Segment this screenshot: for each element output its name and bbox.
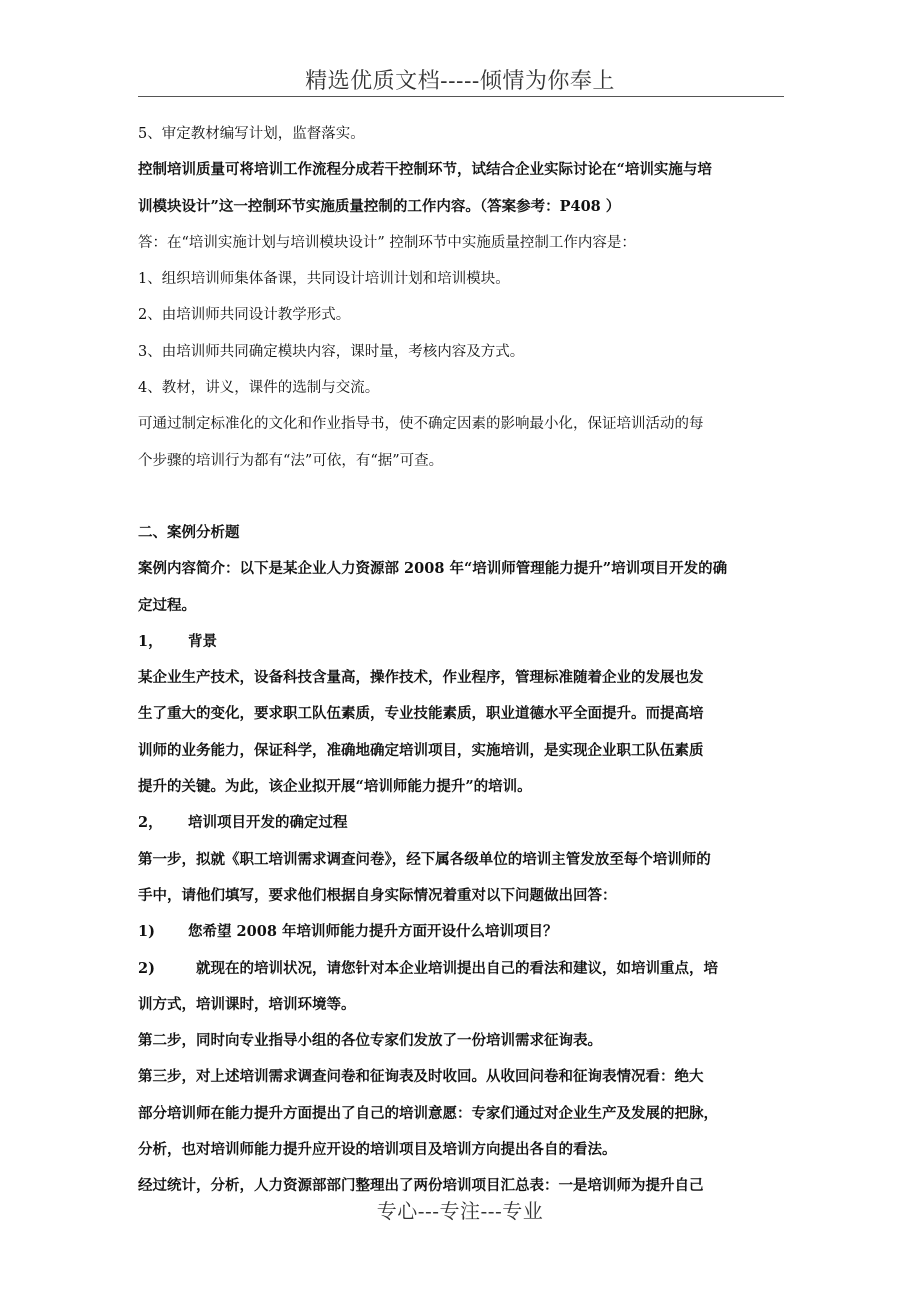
question-number: 1): [138, 923, 155, 941]
step3-line-2: 部分培训师在能力提升方面提出了自己的培训意愿：专家们通过对企业生产及发展的把脉，: [138, 1104, 718, 1122]
step1-line-1: 第一步，拟就《职工培训需求调查问卷》，经下属各级单位的培训主管发放至每个培训师的: [138, 850, 711, 868]
item-5: 5、审定教材编写计划，监督落实。: [138, 126, 365, 142]
step3-line-1: 第三步，对上述培训需求调查问卷和征询表及时收回。从收回问卷和征询表情况看：绝大: [138, 1068, 704, 1086]
case-intro-line-2: 定过程。: [138, 596, 196, 614]
answer-item-3: 3、由培训师共同确定模块内容，课时量，考核内容及方式。: [138, 343, 525, 360]
subheading-background: [138, 624, 784, 660]
section-spacer: [138, 479, 784, 515]
conclusion-line-1: 可通过制定标准化的文化和作业指导书，使不确定因素的影响最小化，保证培训活动的每: [138, 416, 704, 433]
question-text: 就现在的培训状况，请您针对本企业培训提出自己的看法和建议，如培训重点，培: [196, 959, 718, 977]
page-footer: 专心---专注---专业: [376, 1199, 544, 1223]
question-text: 您希望 2008 年培训师能力提升方面开设什么培训项目？: [188, 923, 558, 941]
subheading-number: 1，: [138, 632, 163, 650]
answer-item-2: 2、由培训师共同设计教学形式。: [138, 307, 351, 324]
answer-intro: 答：在“培训实施计划与培训模块设计” 控制环节中实施质量控制工作内容是：: [138, 234, 636, 251]
page-header-title: 精选优质文档-----倾情为你奉上: [305, 69, 615, 94]
step1-line-2: 手中，请他们填写，要求他们根据自身实际情况着重对以下问题做出回答：: [138, 886, 617, 904]
section-heading-case-analysis: 二、案例分析题: [138, 523, 240, 541]
step2-line: 第二步，同时向专业指导小组的各位专家们发放了一份培训需求征询表。: [138, 1032, 602, 1050]
document-body: [138, 116, 784, 1205]
subheading-process: [138, 805, 784, 841]
question-2: [138, 951, 784, 987]
case-intro-line-1: 案例内容简介：以下是某企业人力资源部 2008 年“培训师管理能力提升”培训项目开发的确: [138, 560, 728, 578]
background-line-3: 训师的业务能力，保证科学，准确地确定培训项目，实施培训，是实现企业职工队伍素质: [138, 741, 704, 759]
step3-line-3: 分析，也对培训师能力提升应开设的培训项目及培训方向提出各自的看法。: [138, 1141, 617, 1159]
question-number: 2): [138, 959, 155, 977]
header-divider: [138, 96, 784, 97]
question-line-1: 控制培训质量可将培训工作流程分成若干控制环节，试结合企业实际讨论在“培训实施与培: [138, 161, 712, 179]
question-2-continued: 训方式，培训课时，培训环境等。: [138, 995, 356, 1013]
question-1: [138, 914, 784, 950]
background-line-2: 生了重大的变化，要求职工队伍素质，专业技能素质，职业道德水平全面提升。而提高培: [138, 705, 704, 723]
subheading-number: 2，: [138, 814, 163, 832]
question-line-2: 训模块设计”这一控制环节实施质量控制的工作内容。（答案参考：P408 ）: [138, 197, 621, 215]
subheading-label: 培训项目开发的确定过程: [188, 814, 348, 832]
summary-line: 经过统计，分析，人力资源部部门整理出了两份培训项目汇总表：一是培训师为提升自己: [138, 1177, 704, 1195]
background-line-1: 某企业生产技术，设备科技含量高，操作技术，作业程序，管理标准随着企业的发展也发: [138, 669, 704, 687]
conclusion-line-2: 个步骤的培训行为都有“法”可依，有“据”可查。: [138, 452, 444, 469]
background-line-4: 提升的关键。为此，该企业拟开展“培训师能力提升”的培训。: [138, 778, 532, 796]
subheading-label: 背景: [188, 632, 217, 650]
answer-item-1: 1、组织培训师集体备课，共同设计培训计划和培训模块。: [138, 271, 510, 288]
answer-item-4: 4、教材，讲义，课件的选制与交流。: [138, 380, 380, 397]
